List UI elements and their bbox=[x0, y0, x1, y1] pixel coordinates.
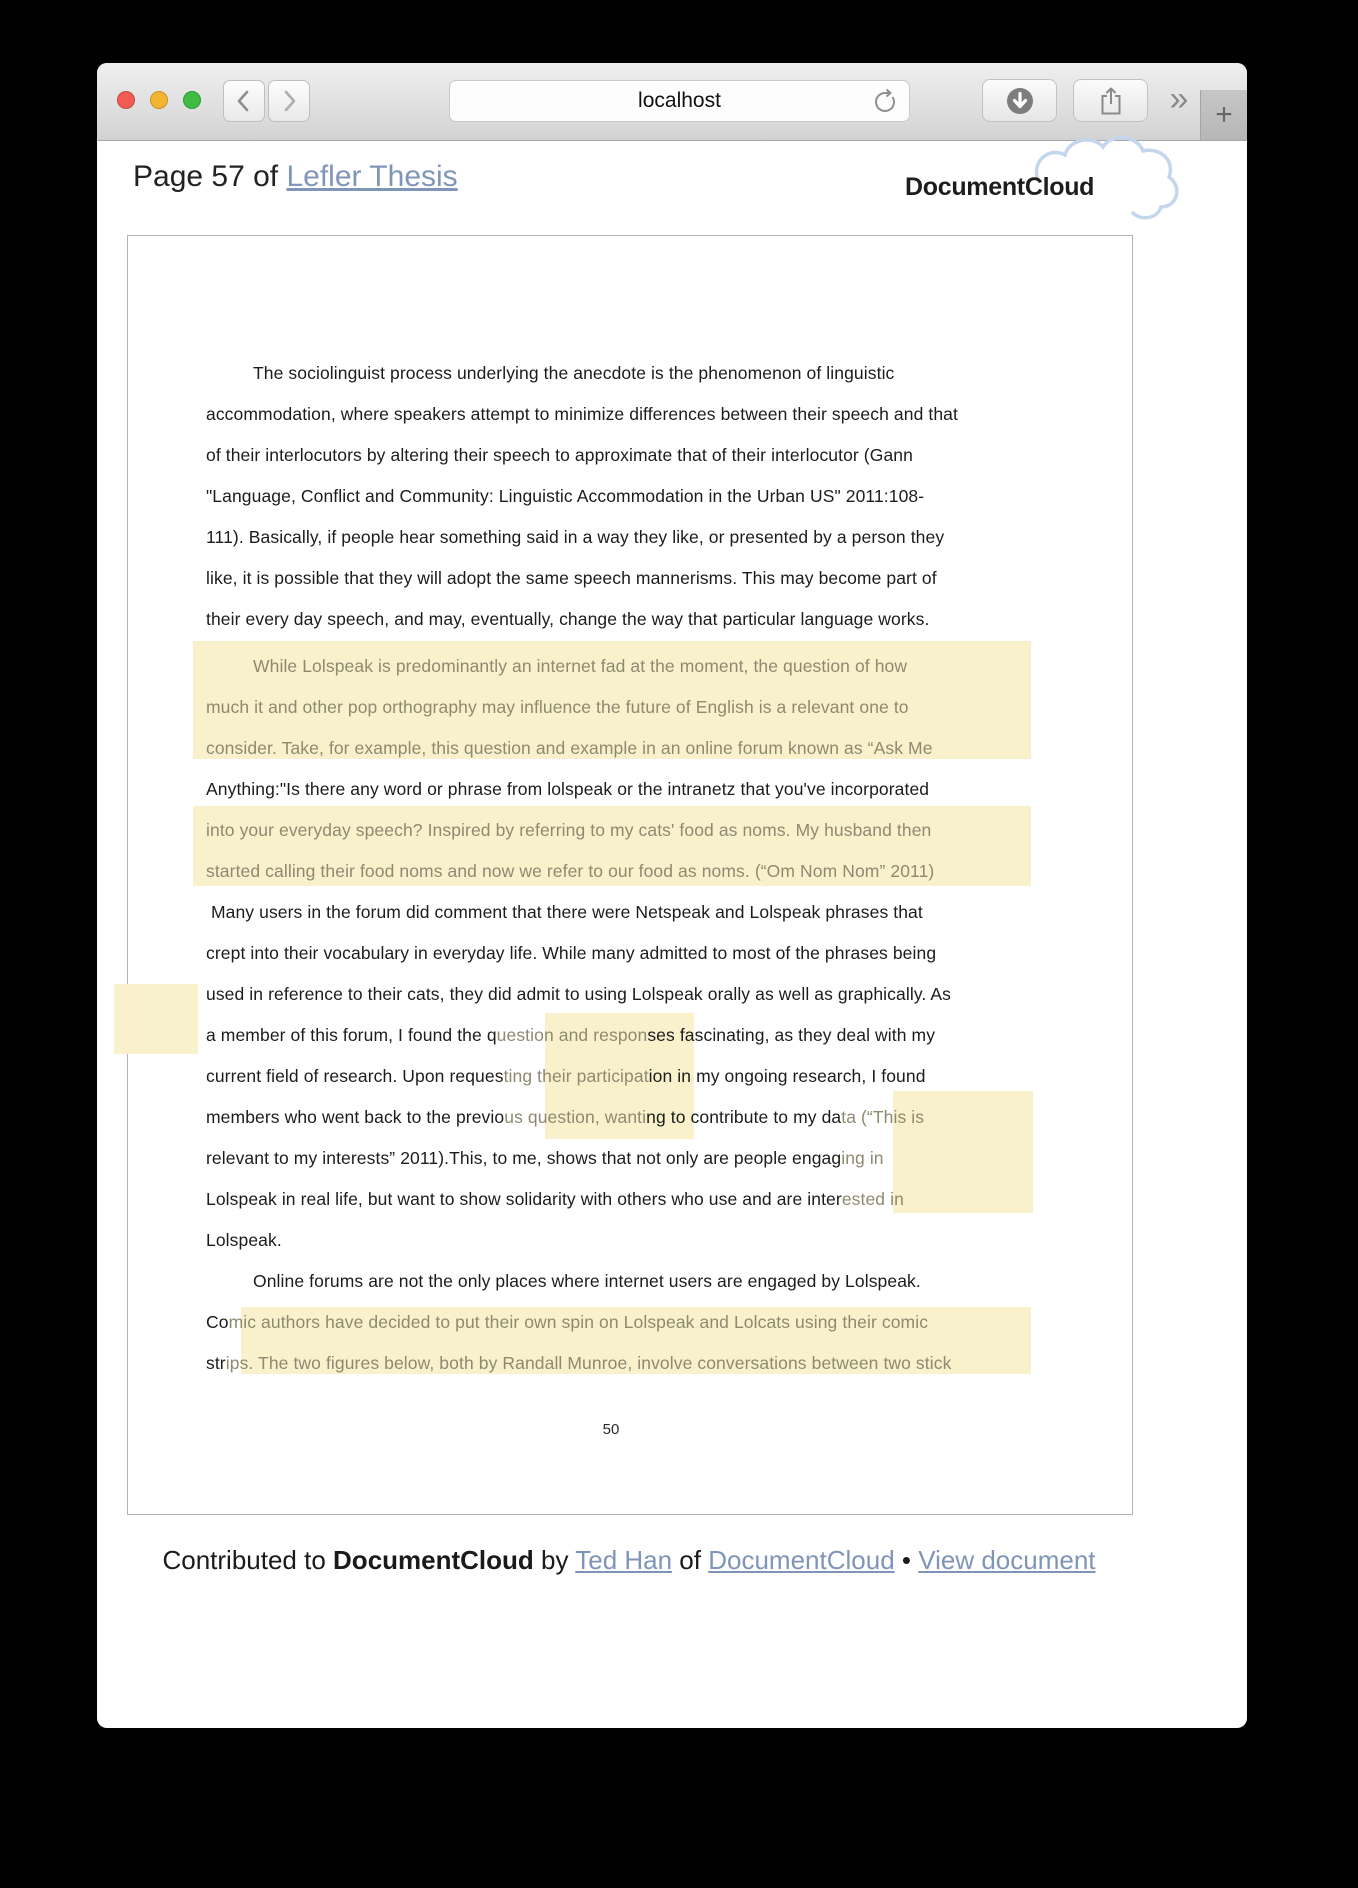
footer-by: by bbox=[533, 1545, 576, 1575]
address-bar[interactable] bbox=[449, 80, 910, 122]
doc-text: str bbox=[206, 1353, 226, 1373]
doc-text: Anything:"Is there any word or phrase from lolspeak or the intranetz that you've incorporated bbox=[206, 779, 930, 799]
contributor-link[interactable]: Ted Han bbox=[575, 1545, 673, 1575]
doc-text: Co bbox=[206, 1312, 229, 1332]
forward-button[interactable] bbox=[268, 80, 310, 122]
logo-text: DocumentCloud bbox=[905, 173, 1095, 201]
doc-text: ion in my ongoing research, I found bbox=[648, 1066, 926, 1086]
doc-text: ng to contribute to my da bbox=[646, 1107, 842, 1127]
chevron-left-icon bbox=[233, 88, 255, 114]
doc-line bbox=[206, 363, 1068, 385]
doc-line bbox=[206, 779, 1068, 801]
doc-line bbox=[206, 1066, 1068, 1088]
doc-line bbox=[206, 404, 1068, 426]
chevron-right-icon bbox=[278, 88, 300, 114]
footer-brand: DocumentCloud bbox=[333, 1545, 534, 1575]
downloads-button[interactable] bbox=[982, 79, 1057, 122]
doc-line bbox=[206, 738, 1068, 760]
reload-icon bbox=[871, 88, 899, 116]
doc-text: 111). Basically, if people hear something said in a way they like, or presented by a person they bbox=[206, 527, 945, 547]
doc-line bbox=[206, 568, 1068, 590]
page-number: 50 bbox=[602, 1421, 620, 1438]
doc-line bbox=[206, 902, 1068, 924]
share-button[interactable] bbox=[1073, 79, 1148, 122]
footer-of: of bbox=[672, 1545, 709, 1575]
doc-line bbox=[206, 861, 1068, 883]
doc-line bbox=[206, 609, 1068, 631]
document-page bbox=[127, 235, 1133, 1515]
doc-line bbox=[206, 445, 1068, 467]
doc-text: crept into their vocabulary in everyday life. While many admitted to most of the phrases being bbox=[206, 943, 937, 963]
doc-line bbox=[206, 656, 1068, 678]
doc-text: Online forums are not the only places where internet users are engaged by Lolspeak. bbox=[253, 1271, 921, 1291]
new-tab-button[interactable]: + bbox=[1200, 90, 1247, 140]
doc-line bbox=[206, 1230, 1068, 1252]
doc-line bbox=[206, 1025, 1068, 1047]
toolbar-overflow-button[interactable]: » bbox=[1169, 79, 1189, 118]
document-title-link[interactable]: Lefler Thesis bbox=[286, 160, 458, 193]
address-bar-url[interactable]: localhost bbox=[638, 89, 721, 112]
doc-text: ses fascinating, as they deal with my bbox=[647, 1025, 936, 1045]
doc-line bbox=[206, 820, 1068, 842]
documentcloud-logo bbox=[897, 123, 1227, 253]
zoom-window-button[interactable] bbox=[183, 91, 201, 109]
doc-line bbox=[206, 697, 1068, 719]
footer-bullet: • bbox=[894, 1545, 919, 1575]
doc-line bbox=[206, 486, 1068, 508]
doc-text: Lolspeak in real life, but want to show solidarity with others who use and are inter bbox=[206, 1189, 842, 1209]
doc-text: like, it is possible that they will adopt the same speech mannerisms. This may become part of bbox=[206, 568, 937, 588]
doc-line bbox=[206, 1271, 1068, 1293]
doc-line bbox=[206, 943, 1068, 965]
doc-line bbox=[206, 1148, 1068, 1170]
doc-line bbox=[206, 1107, 1068, 1129]
doc-text: relevant to my interests” 2011).This, to me, shows that not only are people engag bbox=[206, 1148, 842, 1168]
browser-window bbox=[97, 63, 1247, 1728]
doc-line bbox=[206, 1312, 1068, 1334]
doc-text: their every day speech, and may, eventually, change the way that particular language works. bbox=[206, 609, 930, 629]
doc-line bbox=[206, 984, 1068, 1006]
doc-line bbox=[206, 527, 1068, 549]
doc-text: members who went back to the previo bbox=[206, 1107, 505, 1127]
doc-text: The sociolinguist process underlying the anecdote is the phenomenon of linguistic bbox=[253, 363, 895, 383]
doc-text: "Language, Conflict and Community: Linguistic Accommodation in the Urban US" 2011:108- bbox=[206, 486, 925, 506]
footer-prefix: Contributed to bbox=[162, 1545, 334, 1575]
highlighted-text: ing in bbox=[841, 1148, 884, 1168]
highlighted-text: us question, wanti bbox=[504, 1107, 647, 1127]
doc-text: a member of this forum, I found the q bbox=[206, 1025, 497, 1045]
reload-button[interactable] bbox=[871, 88, 899, 116]
highlighted-text: uestion and respon bbox=[496, 1025, 648, 1045]
view-document-link[interactable]: View document bbox=[918, 1545, 1096, 1575]
share-icon bbox=[1098, 86, 1124, 116]
download-icon bbox=[1006, 87, 1034, 115]
document-text bbox=[128, 236, 1132, 1514]
highlighted-text: started calling their food noms and now we refer to our food as noms. (“Om Nom Nom” 2011) bbox=[206, 861, 935, 881]
doc-line bbox=[206, 1189, 1068, 1211]
highlighted-text: ting their participat bbox=[503, 1066, 649, 1086]
highlighted-text: While Lolspeak is predominantly an internet fad at the moment, the question of how bbox=[253, 656, 908, 676]
doc-text: current field of research. Upon reques bbox=[206, 1066, 504, 1086]
doc-text: used in reference to their cats, they did admit to using Lolspeak orally as well as graphically. As bbox=[206, 984, 951, 1004]
highlighted-text: into your everyday speech? Inspired by referring to my cats' food as noms. My husband then bbox=[206, 820, 932, 840]
highlighted-text: ested in bbox=[841, 1189, 904, 1209]
contribution-footer bbox=[127, 1545, 1131, 1576]
highlighted-text: ips. The two figures below, both by Randall Munroe, involve conversations between two stick bbox=[225, 1353, 952, 1373]
highlighted-text: consider. Take, for example, this question and example in an online forum known as “Ask Me bbox=[206, 738, 933, 758]
doc-line bbox=[206, 1353, 1068, 1375]
minimize-window-button[interactable] bbox=[150, 91, 168, 109]
doc-text: Many users in the forum did comment that there were Netspeak and Lolspeak phrases that bbox=[206, 902, 923, 922]
doc-text: of their interlocutors by altering their speech to approximate that of their interlocutor (Gann bbox=[206, 445, 913, 465]
close-window-button[interactable] bbox=[117, 91, 135, 109]
highlighted-text: mic authors have decided to put their own spin on Lolspeak and Lolcats using their comic bbox=[228, 1312, 929, 1332]
organization-link[interactable]: DocumentCloud bbox=[708, 1545, 895, 1575]
highlighted-text: ta (“This is bbox=[841, 1107, 925, 1127]
highlighted-text: much it and other pop orthography may influence the future of English is a relevant one to bbox=[206, 697, 909, 717]
page-title-label: Page 57 of bbox=[133, 160, 287, 193]
doc-text: accommodation, where speakers attempt to minimize differences between their speech and that bbox=[206, 404, 958, 424]
back-button[interactable] bbox=[223, 80, 265, 122]
doc-text: Lolspeak. bbox=[206, 1230, 282, 1250]
page-title bbox=[133, 160, 458, 194]
